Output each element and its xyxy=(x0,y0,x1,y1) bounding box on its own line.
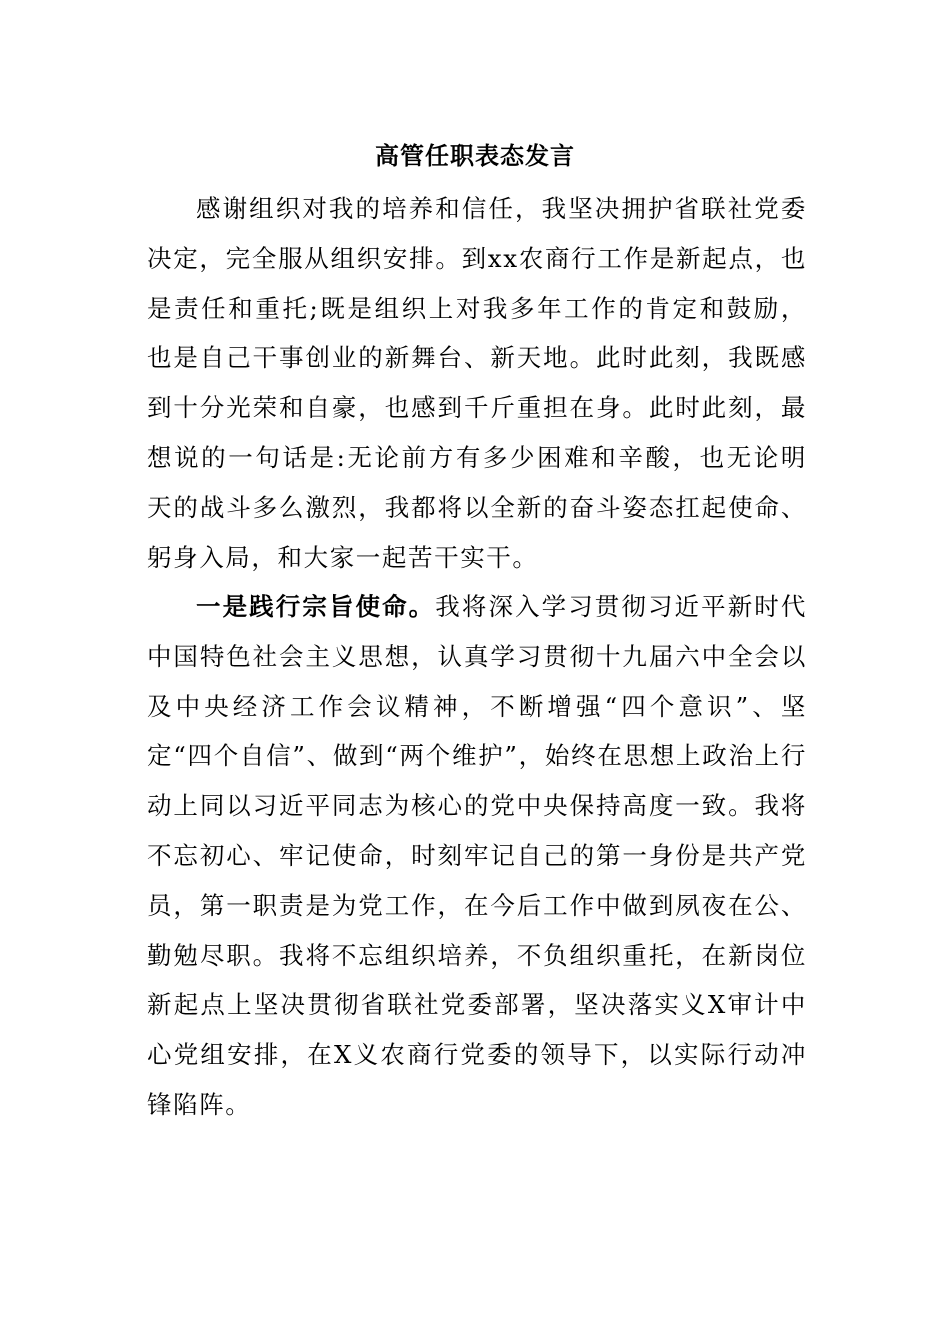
paragraph-mission-lead: 一是践行宗旨使命。 xyxy=(196,592,436,621)
document-title: 高管任职表态发言 xyxy=(375,141,575,170)
paragraph-mission-text: 我将深入学习贯彻习近平新时代中国特色社会主义思想，认真学习贯彻十九届六中全会以及中央经济工作会议精神，不断增强“四个意识”、坚定“四个自信”、做到“两个维护”，始终在思想上政治上行动上同以习近平同志为核心的党中央保持高度一致。我将不忘初心、牢记使命，时刻牢记自己的第一身份是共产党员，第一职责是为党工作，在今后工作中做到夙夜在公、勤勉尽职。我将不忘组织培养，不负组织重托，在新岗位新起点上坚决贯彻省联社党委部署，坚决落实义X审计中心党组安排，在X义农商行党委的领导下，以实际行动冲锋陷阵。 xyxy=(147,592,807,1119)
paragraph-intro-text: 感谢组织对我的培养和信任，我坚决拥护省联社党委决定，完全服从组织安排。到xx农商行工作是新起点，也是责任和重托;既是组织上对我多年工作的肯定和鼓励，也是自己干事创业的新舞台、新天地。此时此刻，我既感到十分光荣和自豪，也感到千斤重担在身。此时此刻，最想说的一句话是:无论前方有多少困难和辛酸，也无论明天的战斗多么激烈，我都将以全新的奋斗姿态扛起使命、躬身入局，和大家一起苦干实干。 xyxy=(147,194,807,572)
paragraph-mission xyxy=(147,582,807,1130)
paragraph-intro xyxy=(147,184,807,582)
